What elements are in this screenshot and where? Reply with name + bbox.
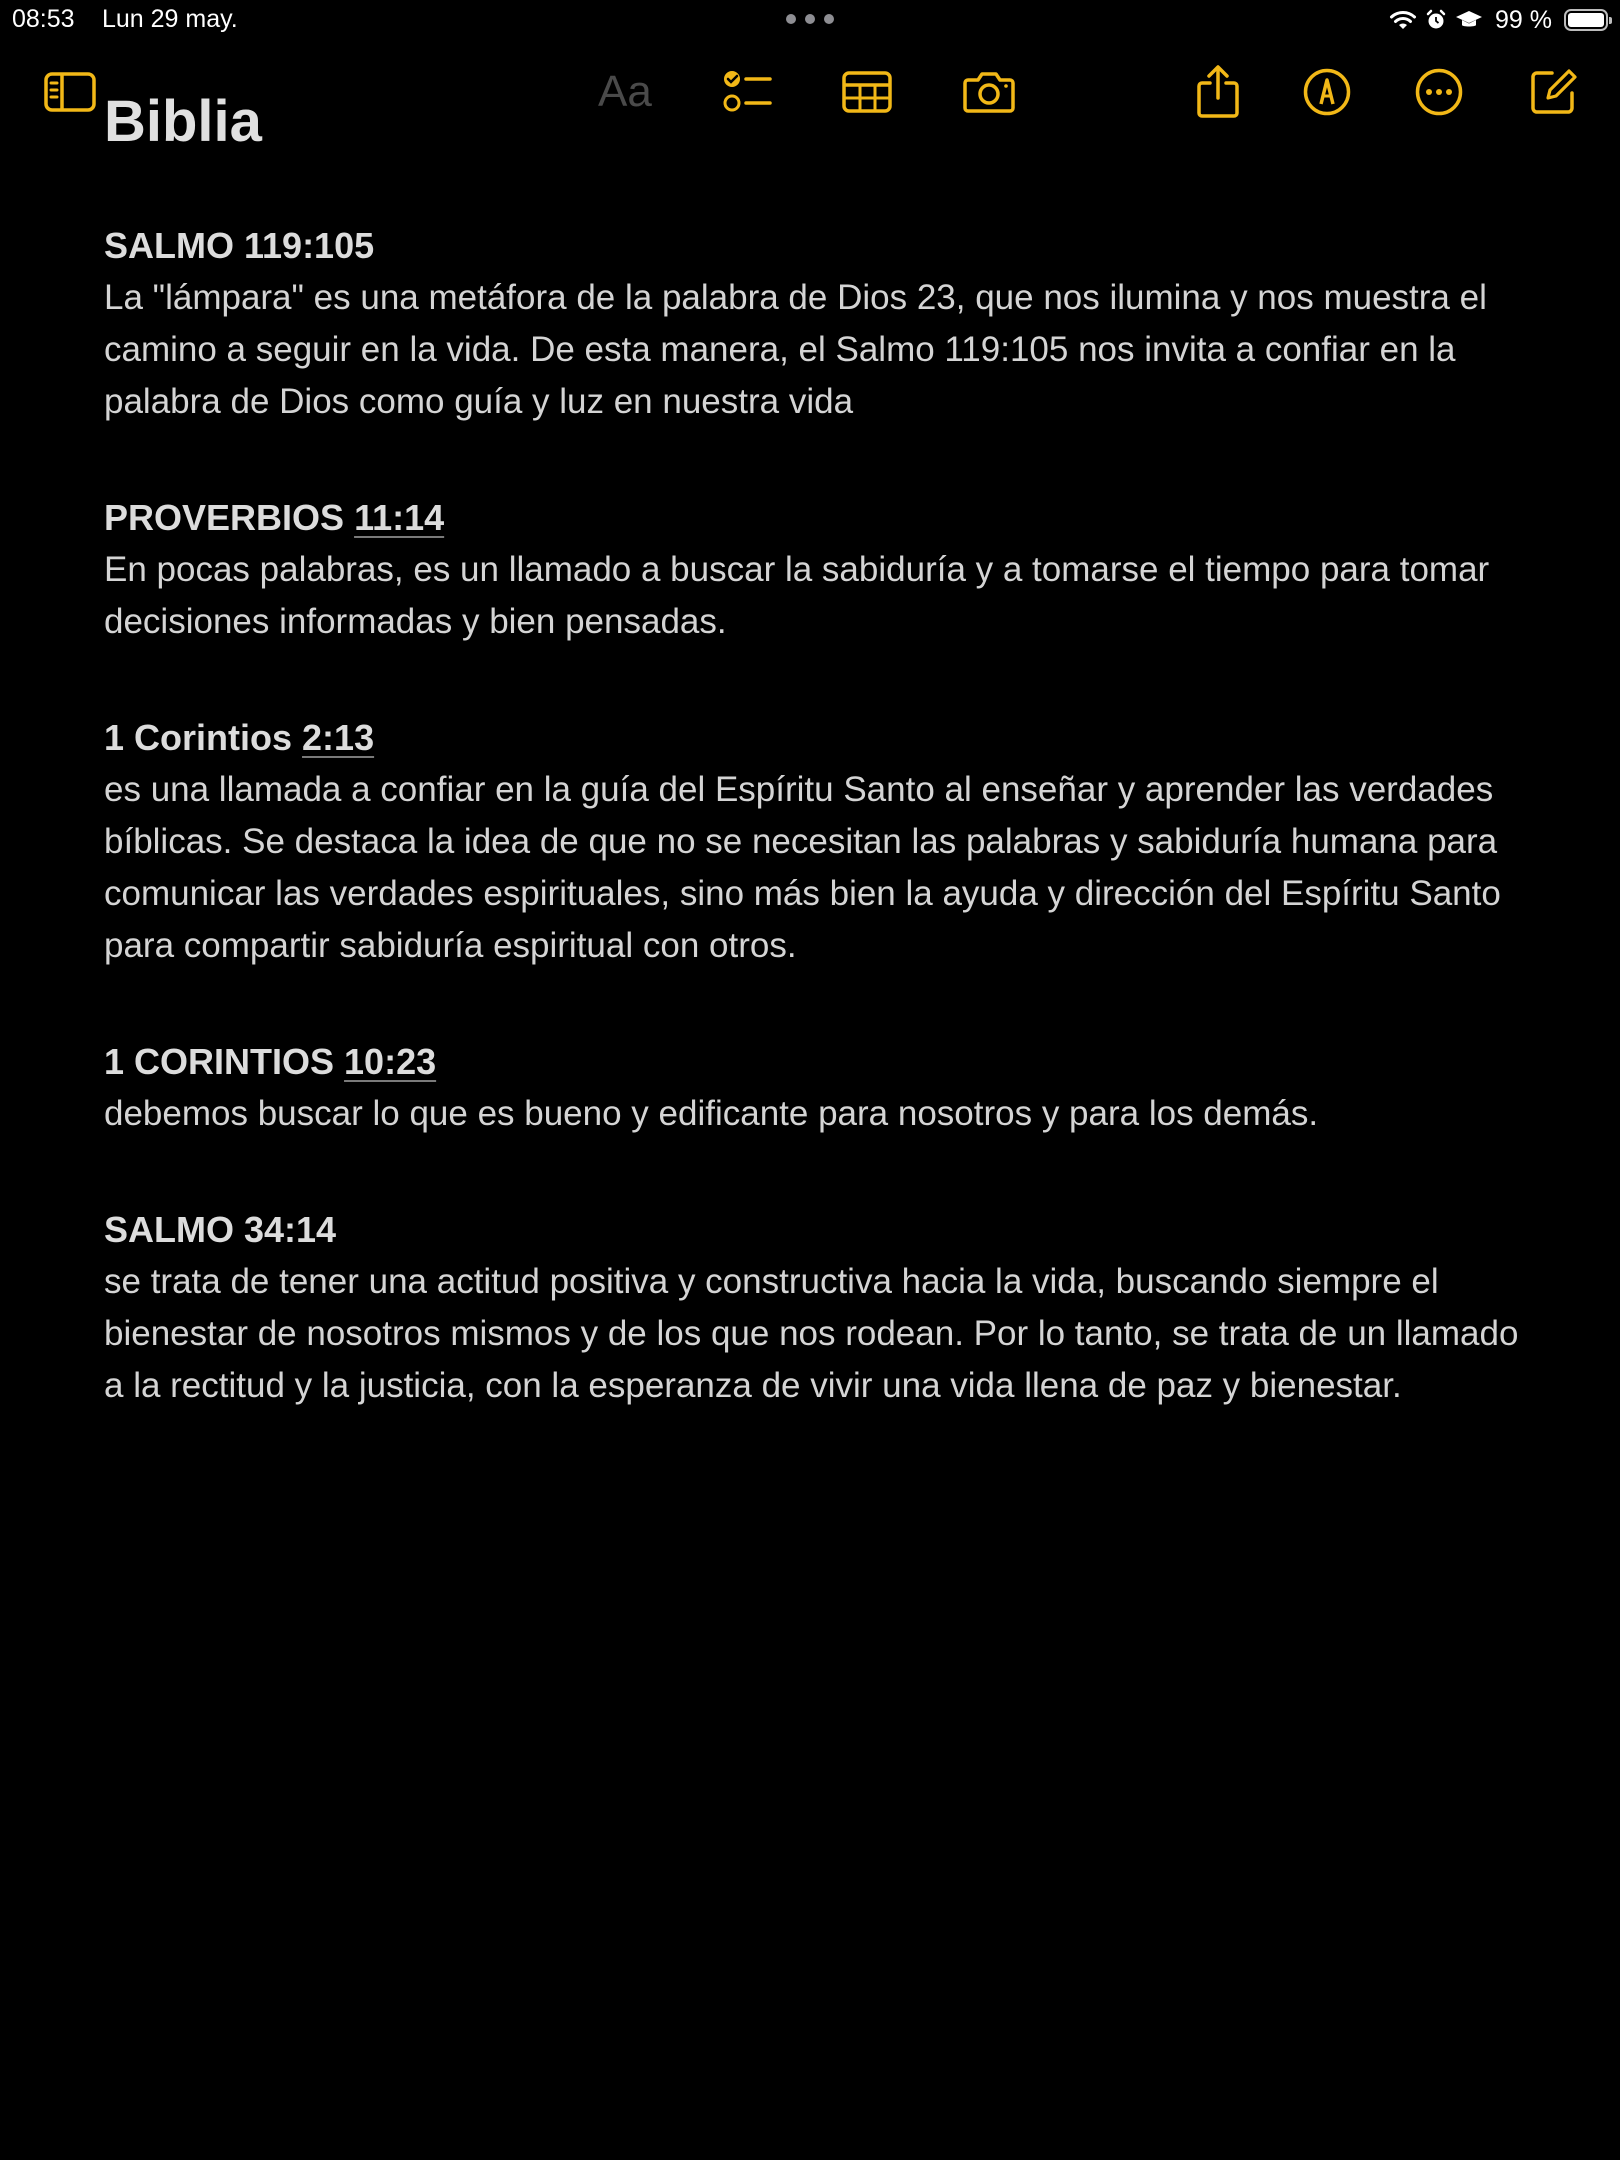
verse-section (104, 1036, 1544, 1140)
verse-reference-link[interactable]: 10:23 (344, 1041, 437, 1082)
verse-explanation[interactable]: En pocas palabras, es un llamado a buscar la sabiduría y a tomarse el tiempo para tomar decisiones informadas y bien pensadas. (104, 550, 1490, 641)
verse-explanation[interactable]: se trata de tener una actitud positiva y constructiva hacia la vida, buscando siempre el bienestar de nosotros mismos y de los que nos rodean. Por lo tanto, se trata de un llamado a la rectitud y la justicia, con la esperanza de vivir una vida llena de paz y bienestar. (104, 1262, 1519, 1405)
verse-reference-link[interactable]: 11:14 (354, 497, 445, 538)
multitasking-menu[interactable] (786, 13, 834, 25)
verse-heading[interactable] (104, 712, 1544, 764)
sidebar-icon (43, 71, 97, 113)
verse-heading-text: 1 Corintios (104, 717, 303, 758)
verse-explanation[interactable]: La "lámpara" es una metáfora de la palabra de Dios 23, que nos ilumina y nos muestra el camino a seguir en la vida. De esta manera, el Salmo 119:105 nos invita a confiar en la palabra de Dios como guía y luz en nuestra vida (104, 278, 1487, 421)
verse-heading-text: SALMO 119:105 (104, 225, 375, 266)
verse-explanation[interactable]: es una llamada a confiar en la guía del Espíritu Santo al enseñar y aprender las verdades bíblicas. Se destaca la idea de que no se necesitan las palabras y sabiduría humana para comunicar las verdades espirituales, sino más bien la ayuda y dirección del Espíritu Santo para compartir sabiduría espiritual con otros. (104, 770, 1501, 965)
note-content[interactable] (104, 89, 1544, 1412)
verse-reference-link[interactable]: 2:13 (302, 717, 375, 758)
alarm-icon (1425, 9, 1447, 31)
verse-heading[interactable] (104, 1036, 1544, 1088)
status-indicators (1389, 4, 1608, 36)
verse-heading-text: 1 CORINTIOS (104, 1041, 345, 1082)
verse-section (104, 712, 1544, 972)
status-time: 08:53 (12, 5, 75, 33)
text-format-button[interactable]: Aa (598, 67, 652, 116)
verse-heading[interactable] (104, 1204, 1544, 1256)
note-title[interactable]: Biblia (104, 89, 262, 154)
battery-icon (1564, 9, 1608, 31)
verse-heading-text: SALMO 34:14 (104, 1209, 337, 1250)
sidebar-toggle-button[interactable] (38, 60, 102, 124)
graduation-cap-icon (1455, 9, 1483, 31)
battery-percentage: 99 % (1495, 5, 1552, 34)
wifi-icon (1389, 9, 1417, 31)
verse-heading-text: PROVERBIOS (104, 497, 355, 538)
status-bar (0, 0, 1620, 40)
verse-heading[interactable] (104, 492, 1544, 544)
verse-section (104, 220, 1544, 428)
verse-section (104, 1204, 1544, 1412)
verse-explanation[interactable]: debemos buscar lo que es bueno y edificante para nosotros y para los demás. (104, 1094, 1319, 1133)
verse-section (104, 492, 1544, 648)
status-date: Lun 29 may. (102, 5, 238, 33)
verse-heading[interactable] (104, 220, 1544, 272)
